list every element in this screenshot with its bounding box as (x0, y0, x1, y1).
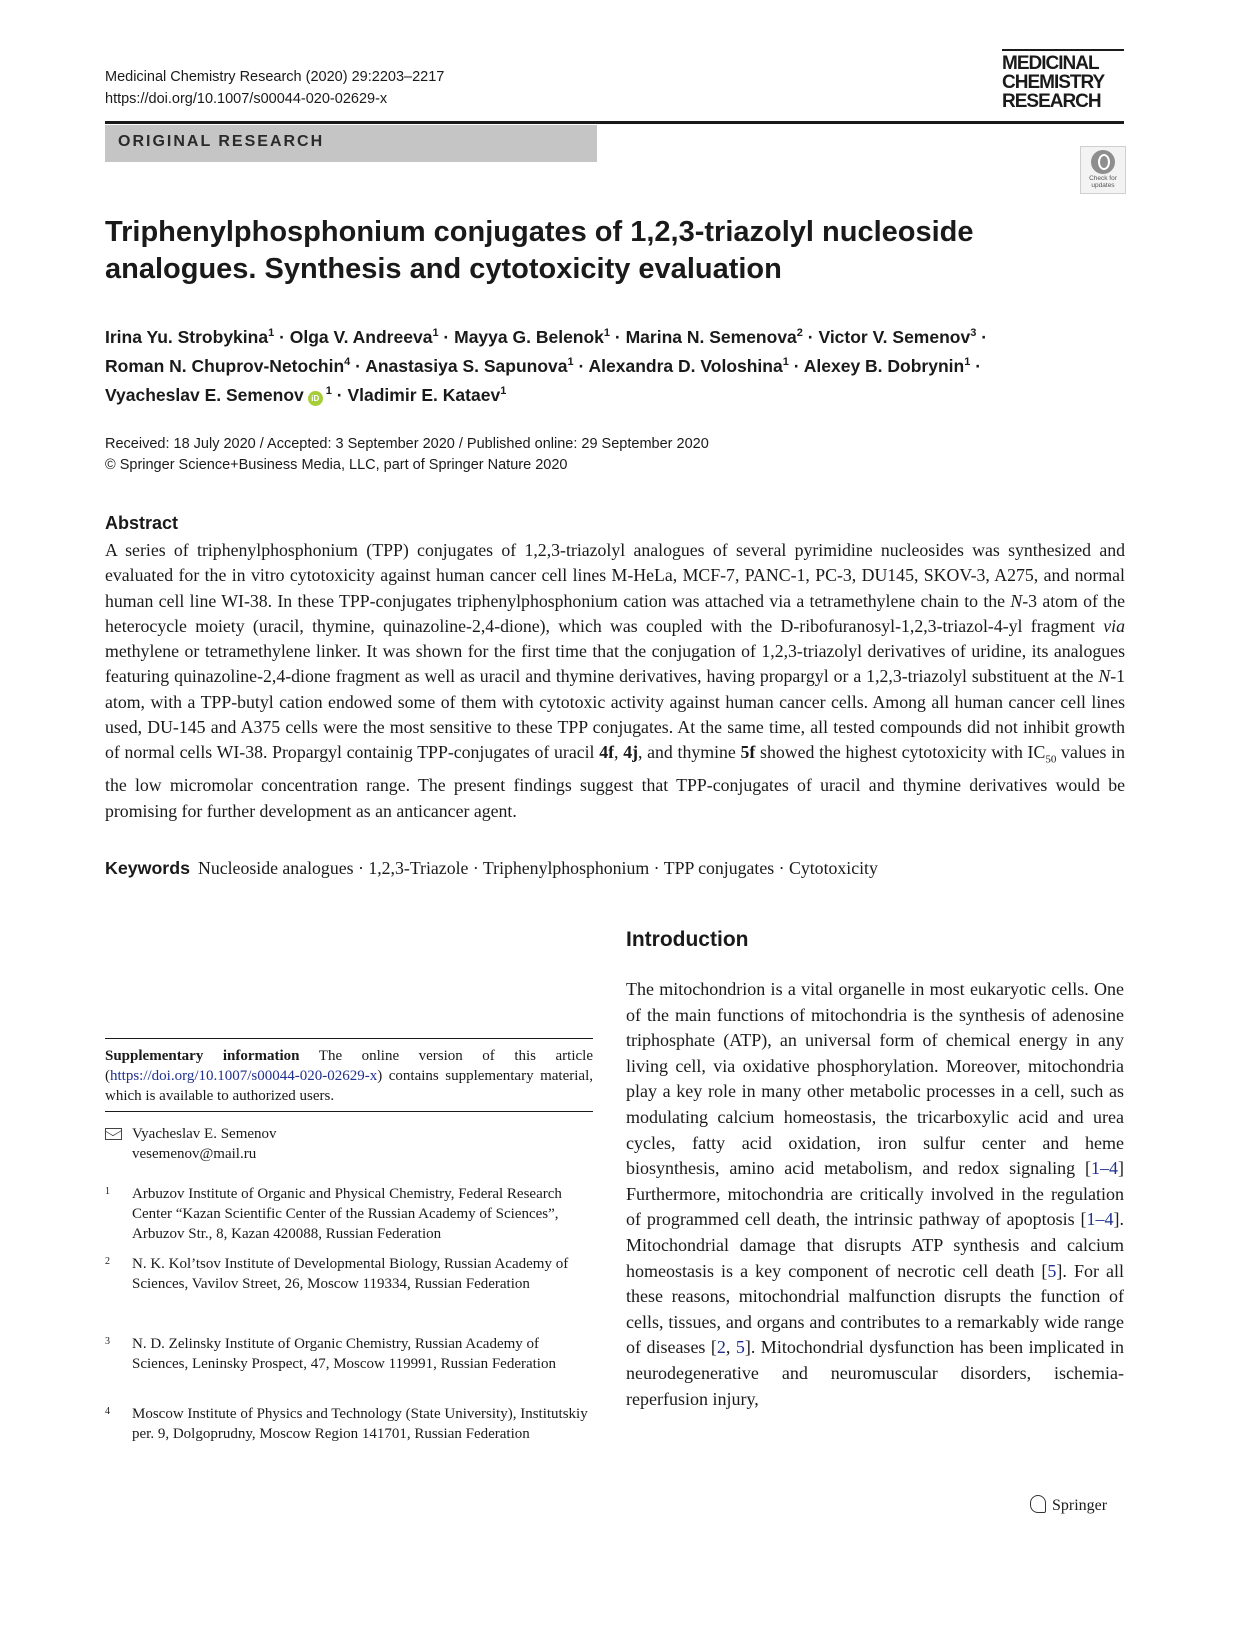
compound-label: 4f (599, 742, 615, 763)
author-separator: · (970, 355, 982, 376)
abstract-text-part: , (614, 742, 624, 763)
paper-title (105, 214, 1125, 288)
keywords-list: Nucleoside analogues · 1,2,3-Triazole · Triphenylphosphonium · TPP conjugates · Cytotoxicity (197, 858, 878, 878)
journal-citation (105, 66, 444, 110)
footnote-rule (105, 1038, 593, 1039)
intro-text-part: ] Furthermore, mitochondria are critically involved in the regulation of programmed cell death, the intrinsic pathway of apoptosis [ (626, 1158, 1124, 1230)
author-name: Mayya G. Belenok (454, 326, 604, 347)
italic-atom-label: N (1010, 590, 1023, 611)
keywords (105, 856, 1125, 881)
author-affiliation-mark: 1 (500, 384, 507, 397)
author-affiliation-mark: 1 (603, 327, 611, 339)
affiliation (105, 1184, 593, 1244)
section-banner (105, 125, 597, 162)
abstract-text-part: A series of triphenylphosphonium (TPP) conjugates of 1,2,3-triazolyl analogues of several pyrimidine nucleosides was synthesized and evaluated for the in vitro cytotoxicity against human cancer cell lines M-HeLa, MCF-7, PANC-1, PC-3, DU145, SKOV-3, A275, and normal human cell line WI-38. In these TPP-conjugates triphenylphosphonium cation was attached via a tetramethylene chain to the (105, 540, 1125, 611)
author-name: Roman N. Chuprov-Netochin (105, 355, 345, 376)
compound-label: 5f (740, 742, 756, 763)
italic-atom-label: N (1098, 666, 1111, 687)
logo-word-3: RESEARCH (1002, 91, 1101, 112)
citation-link[interactable]: 1–4 (1086, 1209, 1114, 1230)
check-for-updates-badge[interactable] (1080, 146, 1126, 194)
author-name: Alexey B. Dobrynin (803, 355, 965, 376)
header-rule (105, 121, 1124, 124)
ic50-subscript: 50 (1045, 753, 1057, 766)
author-list (105, 321, 1125, 407)
springer-horse-icon (1030, 1495, 1046, 1513)
check-updates-line-2: updates (1091, 182, 1115, 189)
keywords-label: Keywords (105, 858, 190, 878)
author-separator: · (788, 355, 804, 376)
copyright-line: © Springer Science+Business Media, LLC, part of Springer Nature 2020 (105, 457, 568, 473)
affiliation-number: 4 (105, 1406, 110, 1417)
author-name: Marina N. Semenova (625, 326, 797, 347)
publisher-mark (1030, 1495, 1107, 1516)
publication-dates (105, 434, 709, 476)
doi-line[interactable]: https://doi.org/10.1007/s00044-020-02629-x (105, 91, 388, 107)
italic-via: via (1103, 615, 1125, 636)
author-separator: · (274, 326, 290, 347)
intro-text-part: ]. Mitochondrial dysfunction has been implicated in neurodegenerative and neuromuscular disorders, ischemia-reperfusion injury, (626, 1337, 1125, 1409)
corresponding-email[interactable]: vesemenov@mail.ru (132, 1146, 257, 1162)
citation-link[interactable]: 1–4 (1091, 1158, 1118, 1179)
author-affiliation-mark: 1 (268, 327, 275, 339)
envelope-icon (105, 1128, 122, 1140)
affiliation (105, 1404, 593, 1444)
abstract-heading: Abstract (105, 513, 179, 533)
crossmark-icon (1091, 150, 1115, 174)
affiliation-number: 3 (105, 1336, 110, 1347)
abstract-text-part: , and thymine (638, 742, 741, 763)
author-name: Anastasiya S. Sapunova (365, 355, 568, 376)
affiliation-number: 1 (105, 1186, 110, 1197)
author-affiliation-mark: 1 (325, 384, 332, 397)
abstract-text-part: -3 atom of the heterocycle moiety (uracil, thymine, quinazoline-2,4-dione), which was coupled with the D-ribofuranosyl-1,2,3-triazol-4-yl fragment (105, 590, 1125, 636)
supplementary-text: The online version of this article ( (105, 1048, 593, 1084)
author-affiliation-mark: 1 (782, 355, 789, 368)
intro-text-part: ]. For all these reasons, mitochondrial malfunction disrupts the function of cells, tissues, and organs and contributes to a remarkably wide range of diseases [ (626, 1260, 1124, 1358)
author-affiliation-mark: 2 (796, 327, 803, 339)
supplementary-link[interactable]: https://doi.org/10.1007/s00044-020-02629-x (110, 1068, 378, 1084)
author-affiliation-mark: 1 (567, 355, 574, 368)
abstract-text-part: methylene or tetramethylene linker. It was shown for the first time that the conjugation of 1,2,3-triazolyl derivatives of uridine, its analogues featuring quinazoline-2,4-dione fragment as well as uracil and thymine derivatives, having propargyl or a 1,2,3-triazolyl substituent at the (105, 641, 1125, 687)
abstract-body (105, 538, 1125, 824)
journal-logo (1002, 49, 1124, 111)
introduction-body (626, 977, 1124, 1412)
author-affiliation-mark: 4 (344, 355, 351, 368)
author-separator: · (438, 326, 455, 347)
author-name: Alexandra D. Voloshina (588, 355, 783, 376)
supplementary-information (105, 1046, 593, 1106)
abstract-text-part: -1 atom, with a TPP-butyl cation endowed some of them with cytotoxic activity against human cancer cells. Among all human cancer cell lines used, DU-145 and A375 cells were the most sensitive to these TPP conjugates. At the same time, all tested compounds did not inhibit growth of normal cells WI-38. Propargyl containig TPP-conjugates of uracil (105, 666, 1125, 763)
affiliation (105, 1254, 593, 1294)
author-name: Olga V. Andreeva (289, 326, 433, 347)
affiliation-number: 2 (105, 1256, 110, 1267)
author-separator: · (610, 326, 626, 347)
author-separator: · (802, 326, 819, 347)
history-line: Received: 18 July 2020 / Accepted: 3 September 2020 / Published online: 29 September 2020 (105, 436, 709, 452)
check-updates-line-1: Check for (1089, 175, 1117, 182)
supplementary-label: Supplementary information (105, 1048, 300, 1064)
introduction-heading: Introduction (626, 928, 749, 951)
compound-label: 4j (623, 742, 638, 763)
affiliation-text: N. K. Kol’tsov Institute of Developmental Biology, Russian Academy of Sciences, Vavilov Street, 26, Moscow 119334, Russian Federation (132, 1256, 569, 1292)
affiliation-text: N. D. Zelinsky Institute of Organic Chemistry, Russian Academy of Sciences, Leninsky Prospect, 47, Moscow 119991, Russian Federation (132, 1336, 556, 1372)
intro-text-part: , (725, 1337, 736, 1358)
author-affiliation-mark: 3 (970, 327, 977, 339)
author-separator: · (976, 326, 988, 347)
footnote-rule (105, 1111, 593, 1112)
author-separator: · (331, 384, 348, 405)
logo-word-1: MEDICINAL (1002, 53, 1099, 74)
affiliation (105, 1334, 593, 1374)
intro-text-part: The mitochondrion is a vital organelle in most eukaryotic cells. One of the main functions of mitochondria is the synthesis of adenosine triphosphate (ATP), an universal form of chemical energy in any living cell, via oxidative phosphorylation. Moreover, mitochondria play a key role in many other metabolic processes in a cell, such as modulating calcium homeostasis, the tricarboxylic acid and urea cycles, fatty acid oxidation, iron sulfur center and heme biosynthesis, amino acid metabolism, and redox signaling [ (626, 979, 1124, 1179)
abstract-text-part: showed the highest cytotoxicity with IC (755, 742, 1046, 763)
affiliation-text: Arbuzov Institute of Organic and Physical Chemistry, Federal Research Center “Kazan Scientific Center of the Russian Academy of Sciences”, Arbuzov Str., 8, Kazan 420088, Russian Federation (132, 1186, 562, 1242)
logo-rule (1002, 49, 1124, 51)
logo-word-2: CHEMISTRY (1002, 72, 1105, 93)
citation-line: Medicinal Chemistry Research (2020) 29:2203–2217 (105, 69, 445, 85)
corresponding-author (105, 1124, 277, 1164)
author-name: Irina Yu. Strobykina (105, 326, 269, 347)
abstract-text-part: values in the low micromolar concentration range. The present findings suggest that TPP-conjugates of uracil and thymine derivatives would be promising for further development as an anticancer agent. (105, 742, 1126, 821)
affiliation-text: Moscow Institute of Physics and Technology (State University), Institutskiy per. 9, Dolgoprudny, Moscow Region 141701, Russian Federation (132, 1406, 588, 1442)
author-affiliation-mark: 1 (964, 355, 971, 368)
citation-link[interactable]: 5 (1047, 1260, 1057, 1281)
publisher-name: Springer (1052, 1497, 1108, 1514)
supplementary-text: ) contains supplementary material, which is available to authorized users. (105, 1068, 593, 1104)
title-line-2: analogues. Synthesis and cytotoxicity evaluation (105, 253, 782, 285)
citation-link[interactable]: 5 (735, 1337, 745, 1358)
author-separator: · (573, 355, 589, 376)
corresponding-name: Vyacheslav E. Semenov (132, 1126, 277, 1142)
citation-link[interactable]: 2 (716, 1337, 726, 1358)
author-name: Victor V. Semenov (818, 326, 971, 347)
author-separator: · (350, 355, 366, 376)
author-name: Vladimir E. Kataev (347, 384, 501, 405)
intro-text-part: ]. Mitochondrial damage that disrupts ATP synthesis and calcium homeostasis is a key component of necrotic cell death [ (626, 1209, 1124, 1281)
title-line-1: Triphenylphosphonium conjugates of 1,2,3-triazolyl nucleoside (105, 216, 974, 248)
section-label: ORIGINAL RESEARCH (118, 133, 325, 150)
author-name: Vyacheslav E. Semenov (105, 384, 304, 405)
orcid-icon[interactable]: iD (308, 391, 323, 406)
author-affiliation-mark: 1 (432, 327, 439, 339)
